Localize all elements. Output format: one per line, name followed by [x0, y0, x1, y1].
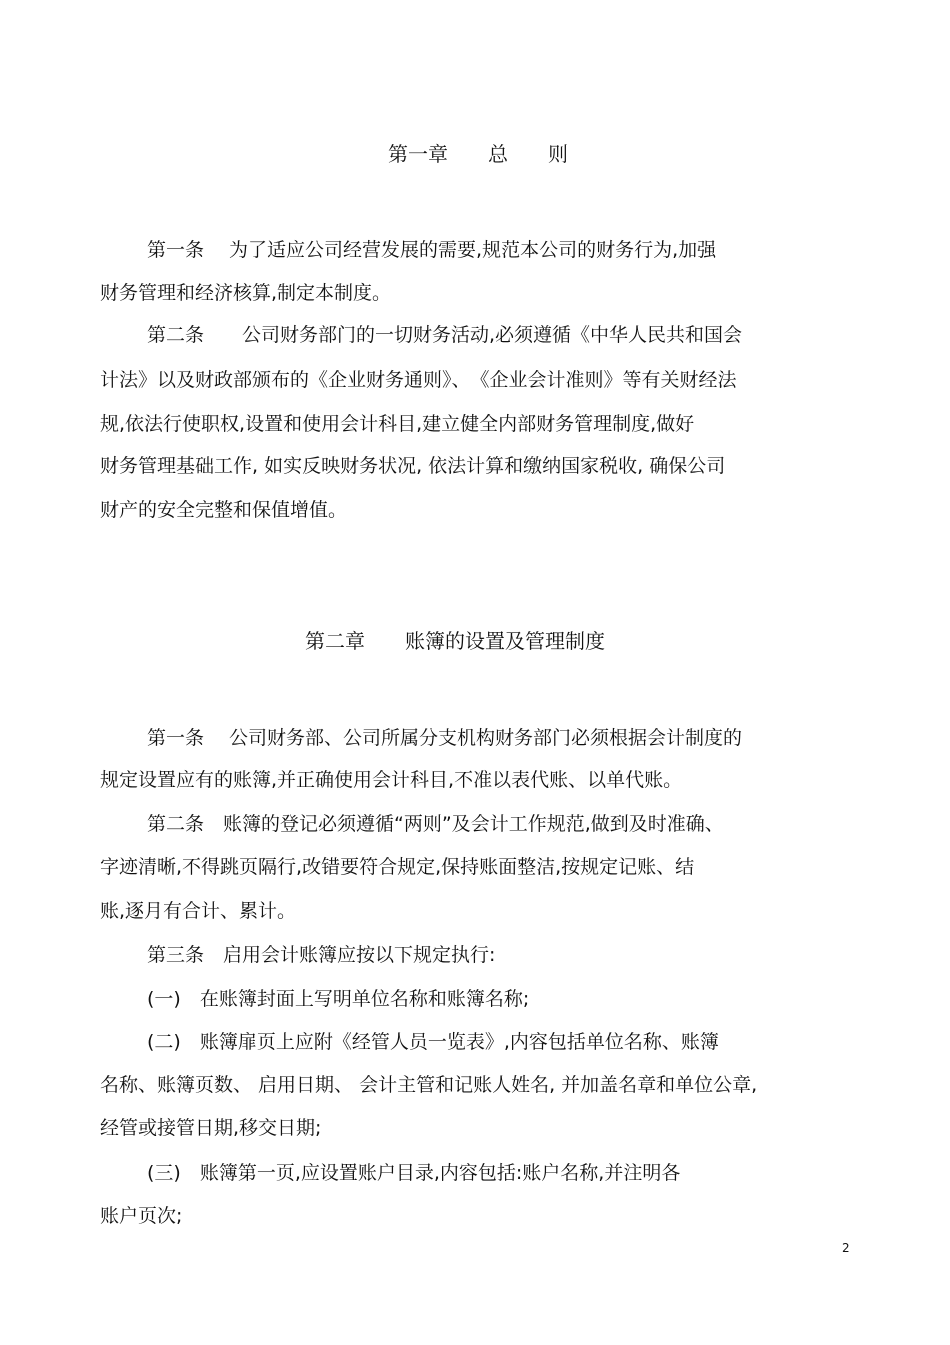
ch2-article-3-line-1: 第三条 启用会计账簿应按以下规定执行:: [147, 944, 496, 966]
ch2-item-2-line-2: 名称、账簿页数、 启用日期、 会计主管和记账人姓名, 并加盖名章和单位公章,: [100, 1074, 758, 1096]
ch1-article-2-line-5: 财产的安全完整和保值增值。: [100, 499, 348, 521]
ch1-article-1-line-2: 财务管理和经济核算,制定本制度。: [100, 282, 392, 304]
ch2-item-3-line-1: (三) 账簿第一页,应设置账户目录,内容包括:账户名称,并注明各: [147, 1162, 681, 1184]
ch2-article-2-line-3: 账,逐月有合计、累计。: [100, 900, 297, 922]
ch2-article-2-line-2: 字迹清晰,不得跳页隔行,改错要符合规定,保持账面整洁,按规定记账、结: [100, 856, 695, 878]
ch2-article-2-line-1: 第二条 账簿的登记必须遵循“两则”及会计工作规范,做到及时准确、: [147, 813, 724, 835]
ch1-article-2-line-4: 财务管理基础工作, 如实反映财务状况, 依法计算和缴纳国家税收, 确保公司: [100, 455, 726, 477]
chapter-1-title: 第一章 总 则: [388, 142, 568, 166]
ch2-item-2-line-1: (二) 账簿扉页上应附《经管人员一览表》,内容包括单位名称、账簿: [147, 1031, 719, 1053]
ch1-article-1-line-1: 第一条 为了适应公司经营发展的需要,规范本公司的财务行为,加强: [147, 239, 717, 261]
ch2-item-2-line-3: 经管或接管日期,移交日期;: [100, 1117, 322, 1139]
ch2-article-1-line-1: 第一条 公司财务部、公司所属分支机构财务部门必须根据会计制度的: [147, 727, 743, 749]
ch1-article-2-line-3: 规,依法行使职权,设置和使用会计科目,建立健全内部财务管理制度,做好: [100, 413, 695, 435]
page-number: 2: [842, 1241, 850, 1255]
ch1-article-2-line-1: 第二条 公司财务部门的一切财务活动,必须遵循《中华人民共和国会: [147, 324, 743, 346]
ch2-article-1-line-2: 规定设置应有的账簿,并正确使用会计科目,不准以表代账、以单代账。: [100, 769, 683, 791]
ch1-article-2-line-2: 计法》以及财政部颁布的《企业财务通则》、 《企业会计准则》等有关财经法: [100, 369, 737, 391]
ch2-item-3-line-2: 账户页次;: [100, 1205, 183, 1227]
ch2-item-1-line-1: (一) 在账簿封面上写明单位名称和账簿名称;: [147, 988, 530, 1010]
chapter-2-title: 第二章 账簿的设置及管理制度: [305, 629, 605, 653]
